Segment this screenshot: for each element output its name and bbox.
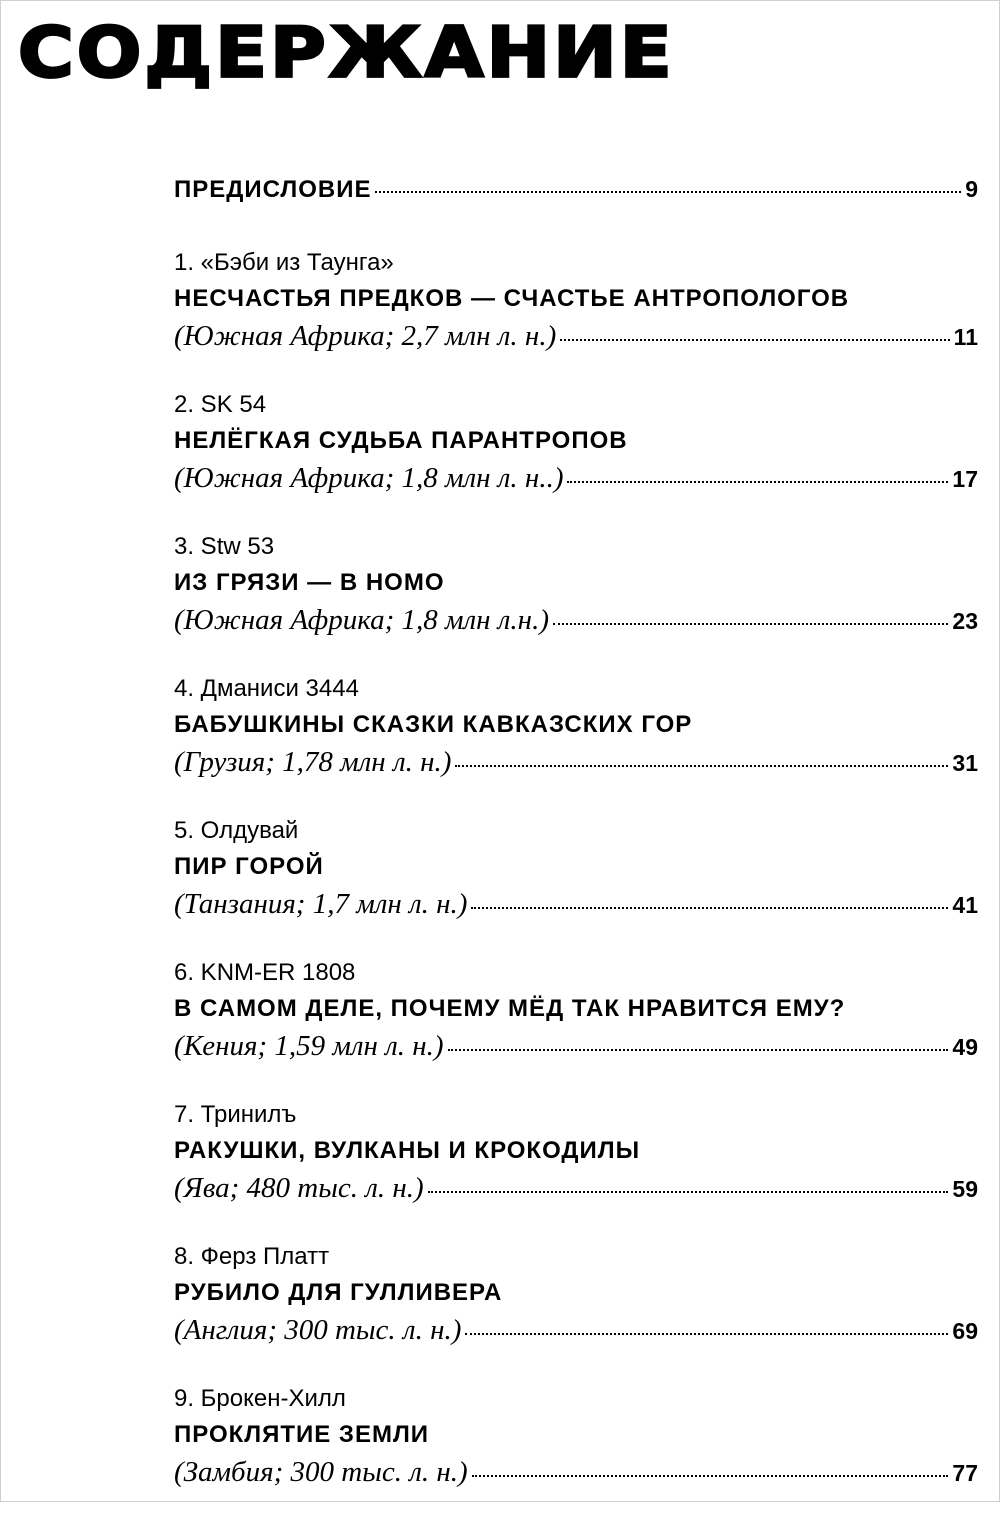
chapter-place-date: (Кения; 1,59 млн л. н.) (174, 1030, 444, 1062)
chapter-number: 1. «Бэби из Таунга» (174, 249, 394, 276)
chapter-number: 7. Тринилъ (174, 1101, 297, 1128)
dot-leader (553, 623, 948, 625)
chapter-place-row (174, 1028, 978, 1068)
chapter-number: 9. Брокен-Хилл (174, 1385, 346, 1412)
toc-entry-chapter[interactable] (174, 388, 978, 530)
chapter-title: В САМОМ ДЕЛЕ, ПОЧЕМУ МЁД ТАК НРАВИТСЯ ЕМУ? (174, 995, 846, 1022)
page-number: 49 (952, 1034, 978, 1060)
dot-leader (472, 1475, 949, 1477)
chapter-place-row (174, 1454, 978, 1494)
toc-entry-chapter[interactable] (174, 246, 978, 388)
toc-entry-chapter[interactable] (174, 672, 978, 814)
chapter-place-row (174, 602, 978, 642)
chapter-place-date: (Южная Африка; 1,8 млн л.н.) (174, 604, 549, 636)
chapter-title: ИЗ ГРЯЗИ — В НОМО (174, 569, 445, 596)
page-title: СОДЕРЖАНИЕ (18, 11, 675, 94)
dot-leader (465, 1333, 948, 1335)
page-number: 11 (953, 324, 978, 350)
chapter-title: НЕСЧАСТЬЯ ПРЕДКОВ — СЧАСТЬЕ АНТРОПОЛОГОВ (174, 285, 850, 312)
chapter-number: 6. KNM-ER 1808 (174, 959, 356, 986)
toc-entry-chapter[interactable] (174, 1098, 978, 1240)
page-number: 59 (952, 1176, 978, 1202)
chapter-place-date: (Англия; 300 тыс. л. н.) (174, 1314, 462, 1346)
dot-leader (455, 765, 948, 767)
dot-leader (375, 191, 961, 193)
chapter-title: БАБУШКИНЫ СКАЗКИ КАВКАЗСКИХ ГОР (174, 711, 693, 738)
chapter-place-row (174, 744, 978, 784)
page-number: 69 (952, 1318, 978, 1344)
chapter-place-date: (Замбия; 300 тыс. л. н.) (174, 1456, 468, 1488)
chapter-place-row (174, 1170, 978, 1210)
chapter-place-row (174, 886, 978, 926)
page-number: 77 (952, 1460, 978, 1486)
page-number: 17 (952, 466, 978, 492)
chapter-number: 5. Олдувай (174, 817, 299, 844)
dot-leader (471, 907, 948, 909)
chapter-title: РУБИЛО ДЛЯ ГУЛЛИВЕРА (174, 1279, 503, 1306)
chapter-place-row (174, 318, 978, 358)
table-of-contents (174, 176, 978, 1524)
chapter-title: ПРОКЛЯТИЕ ЗЕМЛИ (174, 1421, 430, 1448)
chapter-place-row (174, 1312, 978, 1352)
chapter-number: 2. SK 54 (174, 391, 267, 418)
chapter-number: 4. Дманиси 3444 (174, 675, 359, 702)
chapter-title: РАКУШКИ, ВУЛКАНЫ И КРОКОДИЛЫ (174, 1137, 641, 1164)
toc-entry-chapter[interactable] (174, 530, 978, 672)
dot-leader (567, 481, 948, 483)
dot-leader (448, 1049, 949, 1051)
dot-leader (428, 1191, 949, 1193)
chapter-place-date: (Грузия; 1,78 млн л. н.) (174, 746, 452, 778)
page-number: 41 (952, 892, 978, 918)
preface-label: ПРЕДИСЛОВИЕ (174, 176, 372, 203)
dot-leader (560, 339, 949, 341)
chapter-place-date: (Южная Африка; 2,7 млн л. н.) (174, 320, 557, 352)
chapter-number: 3. Stw 53 (174, 533, 275, 560)
toc-entry-chapter[interactable] (174, 956, 978, 1098)
page-number: 31 (952, 750, 978, 776)
chapter-place-date: (Танзания; 1,7 млн л. н.) (174, 888, 468, 920)
chapter-title: ПИР ГОРОЙ (174, 853, 324, 880)
chapter-title: НЕЛЁГКАЯ СУДЬБА ПАРАНТРОПОВ (174, 427, 628, 454)
page-number: 23 (952, 608, 978, 634)
toc-entry-chapter[interactable] (174, 814, 978, 956)
chapter-place-row (174, 460, 978, 500)
toc-entry-chapter[interactable] (174, 1240, 978, 1382)
toc-entry-chapter[interactable] (174, 1382, 978, 1524)
chapter-place-date: (Южная Африка; 1,8 млн л. н..) (174, 462, 564, 494)
chapter-place-date: (Ява; 480 тыс. л. н.) (174, 1172, 424, 1204)
chapter-number: 8. Ферз Платт (174, 1243, 330, 1270)
chapter-list (174, 246, 978, 1524)
page-number: 9 (965, 176, 978, 202)
toc-entry-preface[interactable] (174, 176, 978, 222)
